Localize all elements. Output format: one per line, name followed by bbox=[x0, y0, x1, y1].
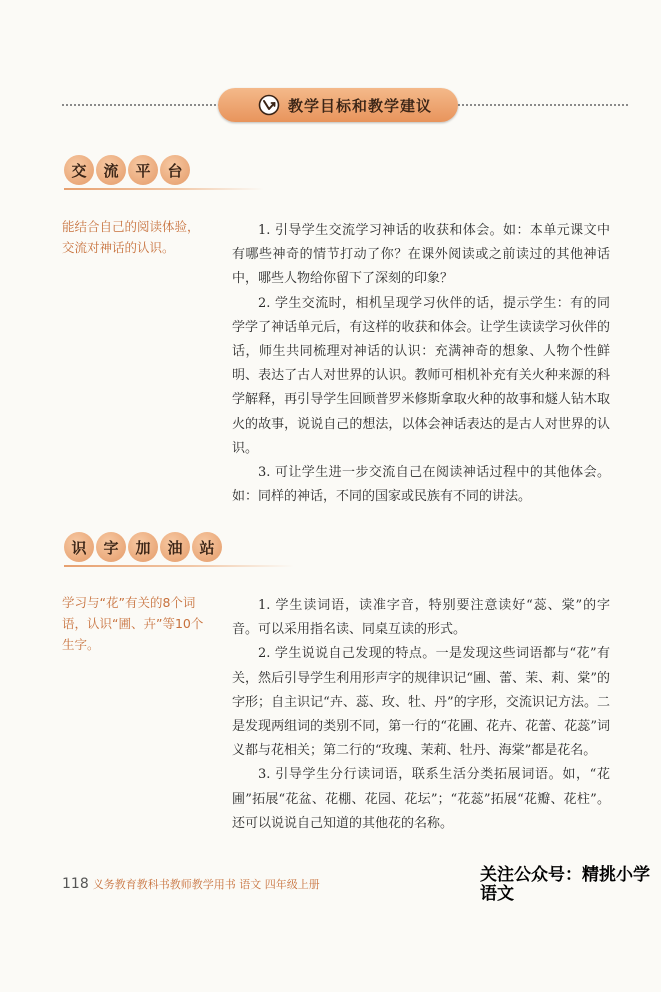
banner-title: 教学目标和教学建议 bbox=[288, 96, 433, 115]
section-banner bbox=[218, 88, 458, 122]
watermark-text: 关注公众号：精挑小学语文 bbox=[480, 865, 650, 904]
side-note-exchange: 能结合自己的阅读体验，交流对神话的认识。 bbox=[62, 219, 200, 255]
paragraph: 1. 学生读词语，读准字音，特别要注意读好“蕊、棠”的字音。可以采用指名读、同桌互读的形式。 bbox=[232, 598, 610, 638]
page-footer bbox=[62, 876, 320, 892]
side-note-literacy: 学习与“花”有关的8个词语，认识“圃、卉”等10个生字。 bbox=[62, 595, 204, 652]
section-header-literacy bbox=[64, 532, 222, 562]
header-chip: 字 bbox=[96, 532, 126, 562]
paragraph: 2. 学生交流时，相机呈现学习伙伴的话，提示学生：有的同学学了神话单元后，有这样的收获和体会。让学生读读学习伙伴的话，师生共同梳理对神话的认识：充满神奇的想象、人物个性鲜明、表达了古人对世界的认识。教师可相机补充有关火种来源的科学解释，再引导学生回顾普罗米修斯拿取火种的故事和燧人钻木取火的故事，说说自己的想法，以体会神话表达的是古人对世界的认识。 bbox=[232, 295, 610, 456]
check-arrow-icon bbox=[258, 94, 280, 116]
book-title: 义务教育教科书教师教学用书 语文 四年级上册 bbox=[92, 878, 320, 891]
paragraph: 3. 可让学生进一步交流自己在阅读神话过程中的其他体会。如：同样的神话，不同的国家或民族有不同的讲法。 bbox=[232, 465, 610, 505]
paragraph: 1. 引导学生交流学习神话的收获和体会。如：本单元课文中有哪些神奇的情节打动了你？在课外阅读或之前读过的其他神话中，哪些人物给你留下了深刻的印象？ bbox=[232, 223, 610, 287]
header-chip: 站 bbox=[192, 532, 222, 562]
paragraph: 2. 学生说说自己发现的特点。一是发现这些词语都与“花”有关，然后引导学生利用形声字的规律识记“圃、蕾、茉、莉、棠”的字形；自主识记“卉、蕊、玫、牡、丹”的字形，交流识记方法。二是发现两组词的类别不同，第一行的“花圃、花卉、花蕾、花蕊”词义都与花相关；第二行的“玫瑰、茉莉、牡丹、海棠”都是花名。 bbox=[232, 646, 610, 759]
section-body-literacy bbox=[232, 594, 610, 836]
paragraph: 3. 引导学生分行读词语，联系生活分类拓展词语。如，“花圃”拓展“花盆、花棚、花园、花坛”；“花蕊”拓展“花瓣、花柱”。还可以说说自己知道的其他花的名称。 bbox=[232, 767, 610, 831]
header-chip: 油 bbox=[160, 532, 190, 562]
header-chip: 识 bbox=[64, 532, 94, 562]
header-chip: 流 bbox=[96, 155, 126, 185]
header-chip: 加 bbox=[128, 532, 158, 562]
section-body-exchange bbox=[232, 219, 610, 509]
header-chip: 交 bbox=[64, 155, 94, 185]
header-chip: 台 bbox=[160, 155, 190, 185]
header-chip: 平 bbox=[128, 155, 158, 185]
section-header-exchange bbox=[64, 155, 190, 185]
page-number: 118 bbox=[62, 876, 89, 892]
section-underline bbox=[64, 188, 264, 190]
section-underline bbox=[64, 565, 294, 567]
